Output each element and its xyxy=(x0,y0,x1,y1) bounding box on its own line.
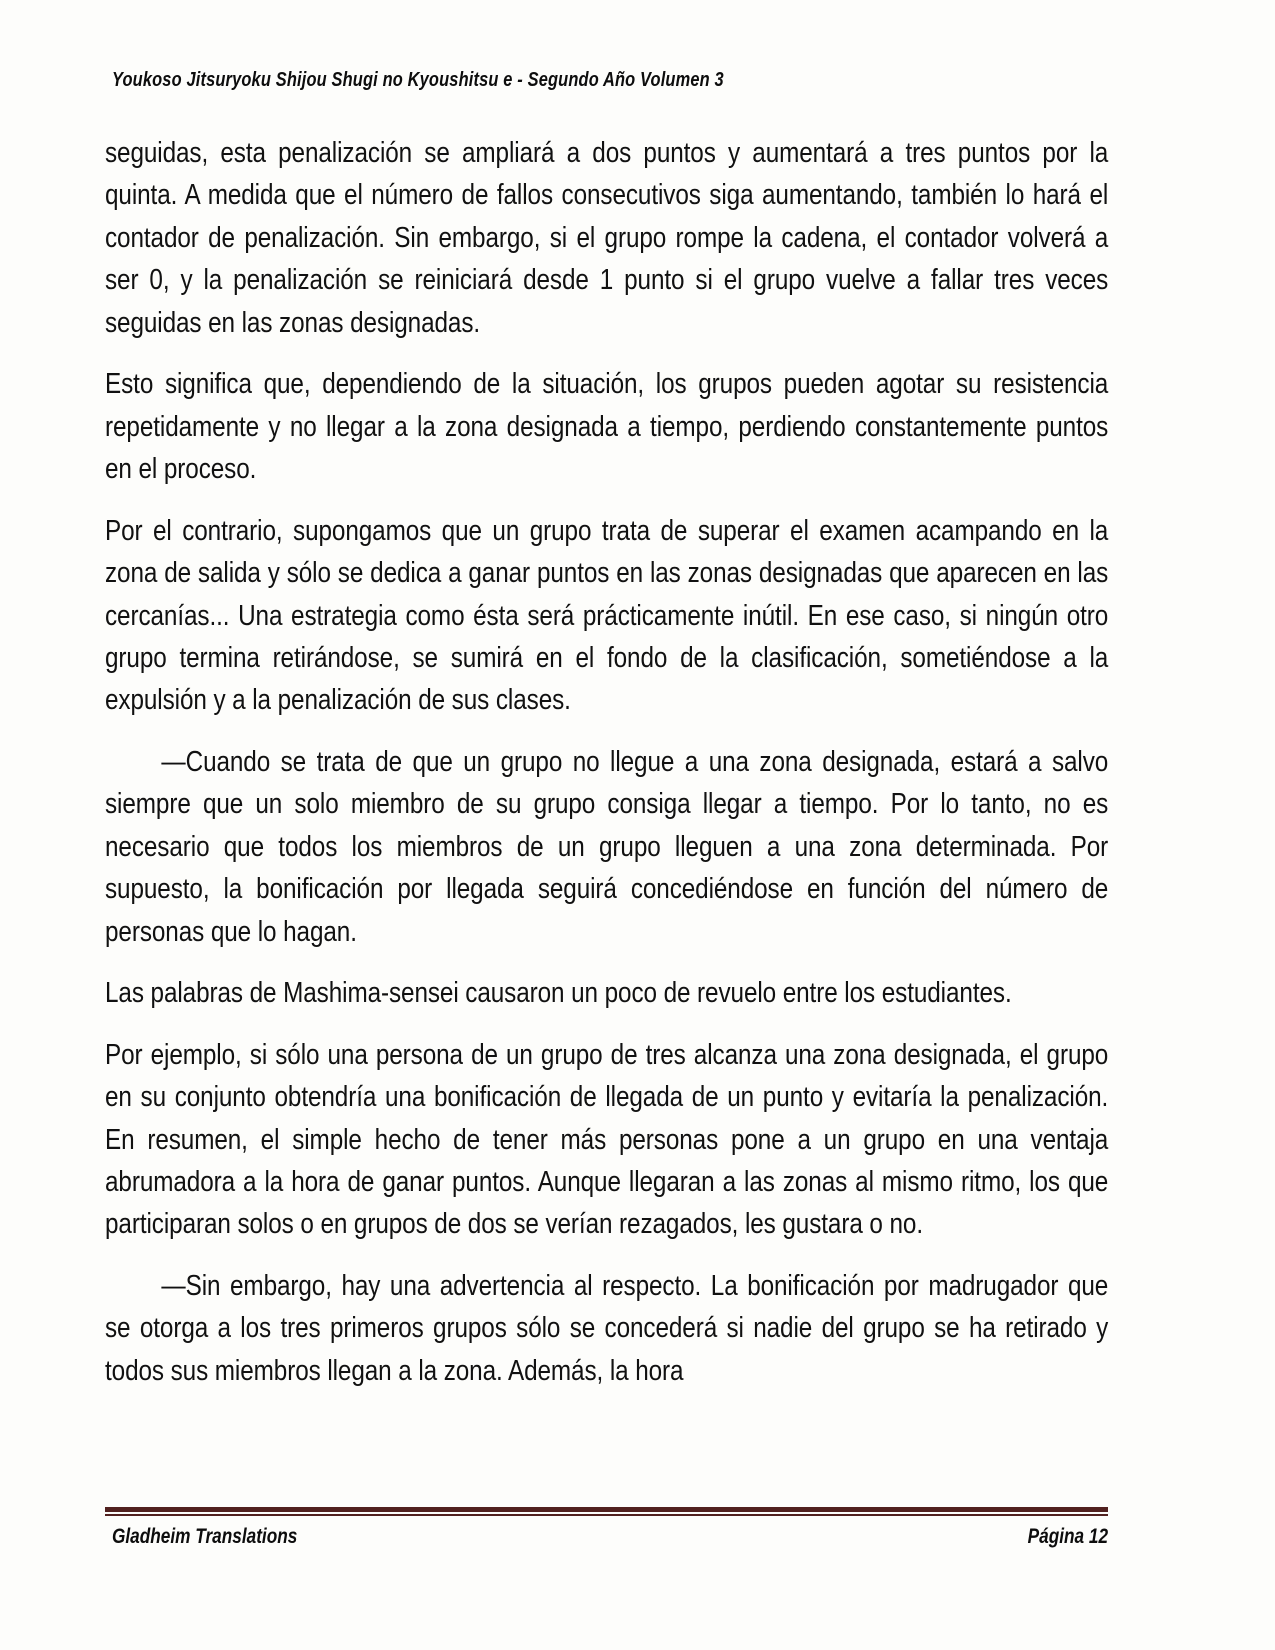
dialogue-paragraph: —Sin embargo, hay una advertencia al respecto. La bonificación por madrugador que se otorga a los tres primeros grupos sólo se concederá si nadie del grupo se ha retirado y todos sus miembros llegan a la zona. Además, la hora xyxy=(105,1269,1109,1387)
footer-divider-thin-line xyxy=(105,1514,1108,1516)
body-paragraph: Por el contrario, supongamos que un grupo trata de superar el examen acampando en la zona de salida y sólo se dedica a ganar puntos en las zonas designadas que aparecen en las cercanías... Una estrategia como ésta será prácticamente inútil. En ese caso, si ningún otro grupo termina retirándose, se sumirá en el fondo de la clasificación, sometiéndose a la expulsión y a la penalización de sus clases. xyxy=(105,514,1109,717)
page-header xyxy=(112,68,1112,92)
footer-divider xyxy=(105,1507,1108,1516)
page-number: Página 12 xyxy=(1027,1525,1108,1548)
body-paragraph: Las palabras de Mashima-sensei causaron un poco de revuelo entre los estudiantes. xyxy=(105,977,1012,1010)
translator-credit: Gladheim Translations xyxy=(112,1525,298,1548)
dialogue-paragraph: —Cuando se trata de que un grupo no llegue a una zona designada, estará a salvo siempre que un solo miembro de su grupo consiga llegar a tiempo. Por lo tanto, no es necesario que todos los miembros de un grupo lleguen a una zona determinada. Por supuesto, la bonificación por llegada seguirá concediéndose en función del número de personas que lo hagan. xyxy=(105,745,1109,948)
body-paragraph: Por ejemplo, si sólo una persona de un grupo de tres alcanza una zona designada, el grupo en su conjunto obtendría una bonificación de llegada de un punto y evitaría la penalización. En resumen, el simple hecho de tener más personas pone a un grupo en una ventaja abrumadora a la hora de ganar puntos. Aunque llegaran a las zonas al mismo ritmo, los que participaran solos o en grupos de dos se verían rezagados, les gustara o no. xyxy=(105,1038,1109,1241)
body-paragraph: seguidas, esta penalización se ampliará a dos puntos y aumentará a tres puntos por la quinta. A medida que el número de fallos consecutivos siga aumentando, también lo hará el contador de penalización. Sin embargo, si el grupo rompe la cadena, el contador volverá a ser 0, y la penalización se reiniciará desde 1 punto si el grupo vuelve a fallar tres veces seguidas en las zonas designadas. xyxy=(105,137,1109,339)
page-body xyxy=(105,132,1107,1392)
page-footer xyxy=(112,1525,1108,1549)
body-paragraph: Esto significa que, dependiendo de la situación, los grupos pueden agotar su resistencia repetidamente y no llegar a la zona designada a tiempo, perdiendo constantemente puntos en el proceso. xyxy=(105,368,1109,486)
book-title: Youkoso Jitsuryoku Shijou Shugi no Kyoushitsu e - Segundo Año Volumen 3 xyxy=(112,68,724,91)
